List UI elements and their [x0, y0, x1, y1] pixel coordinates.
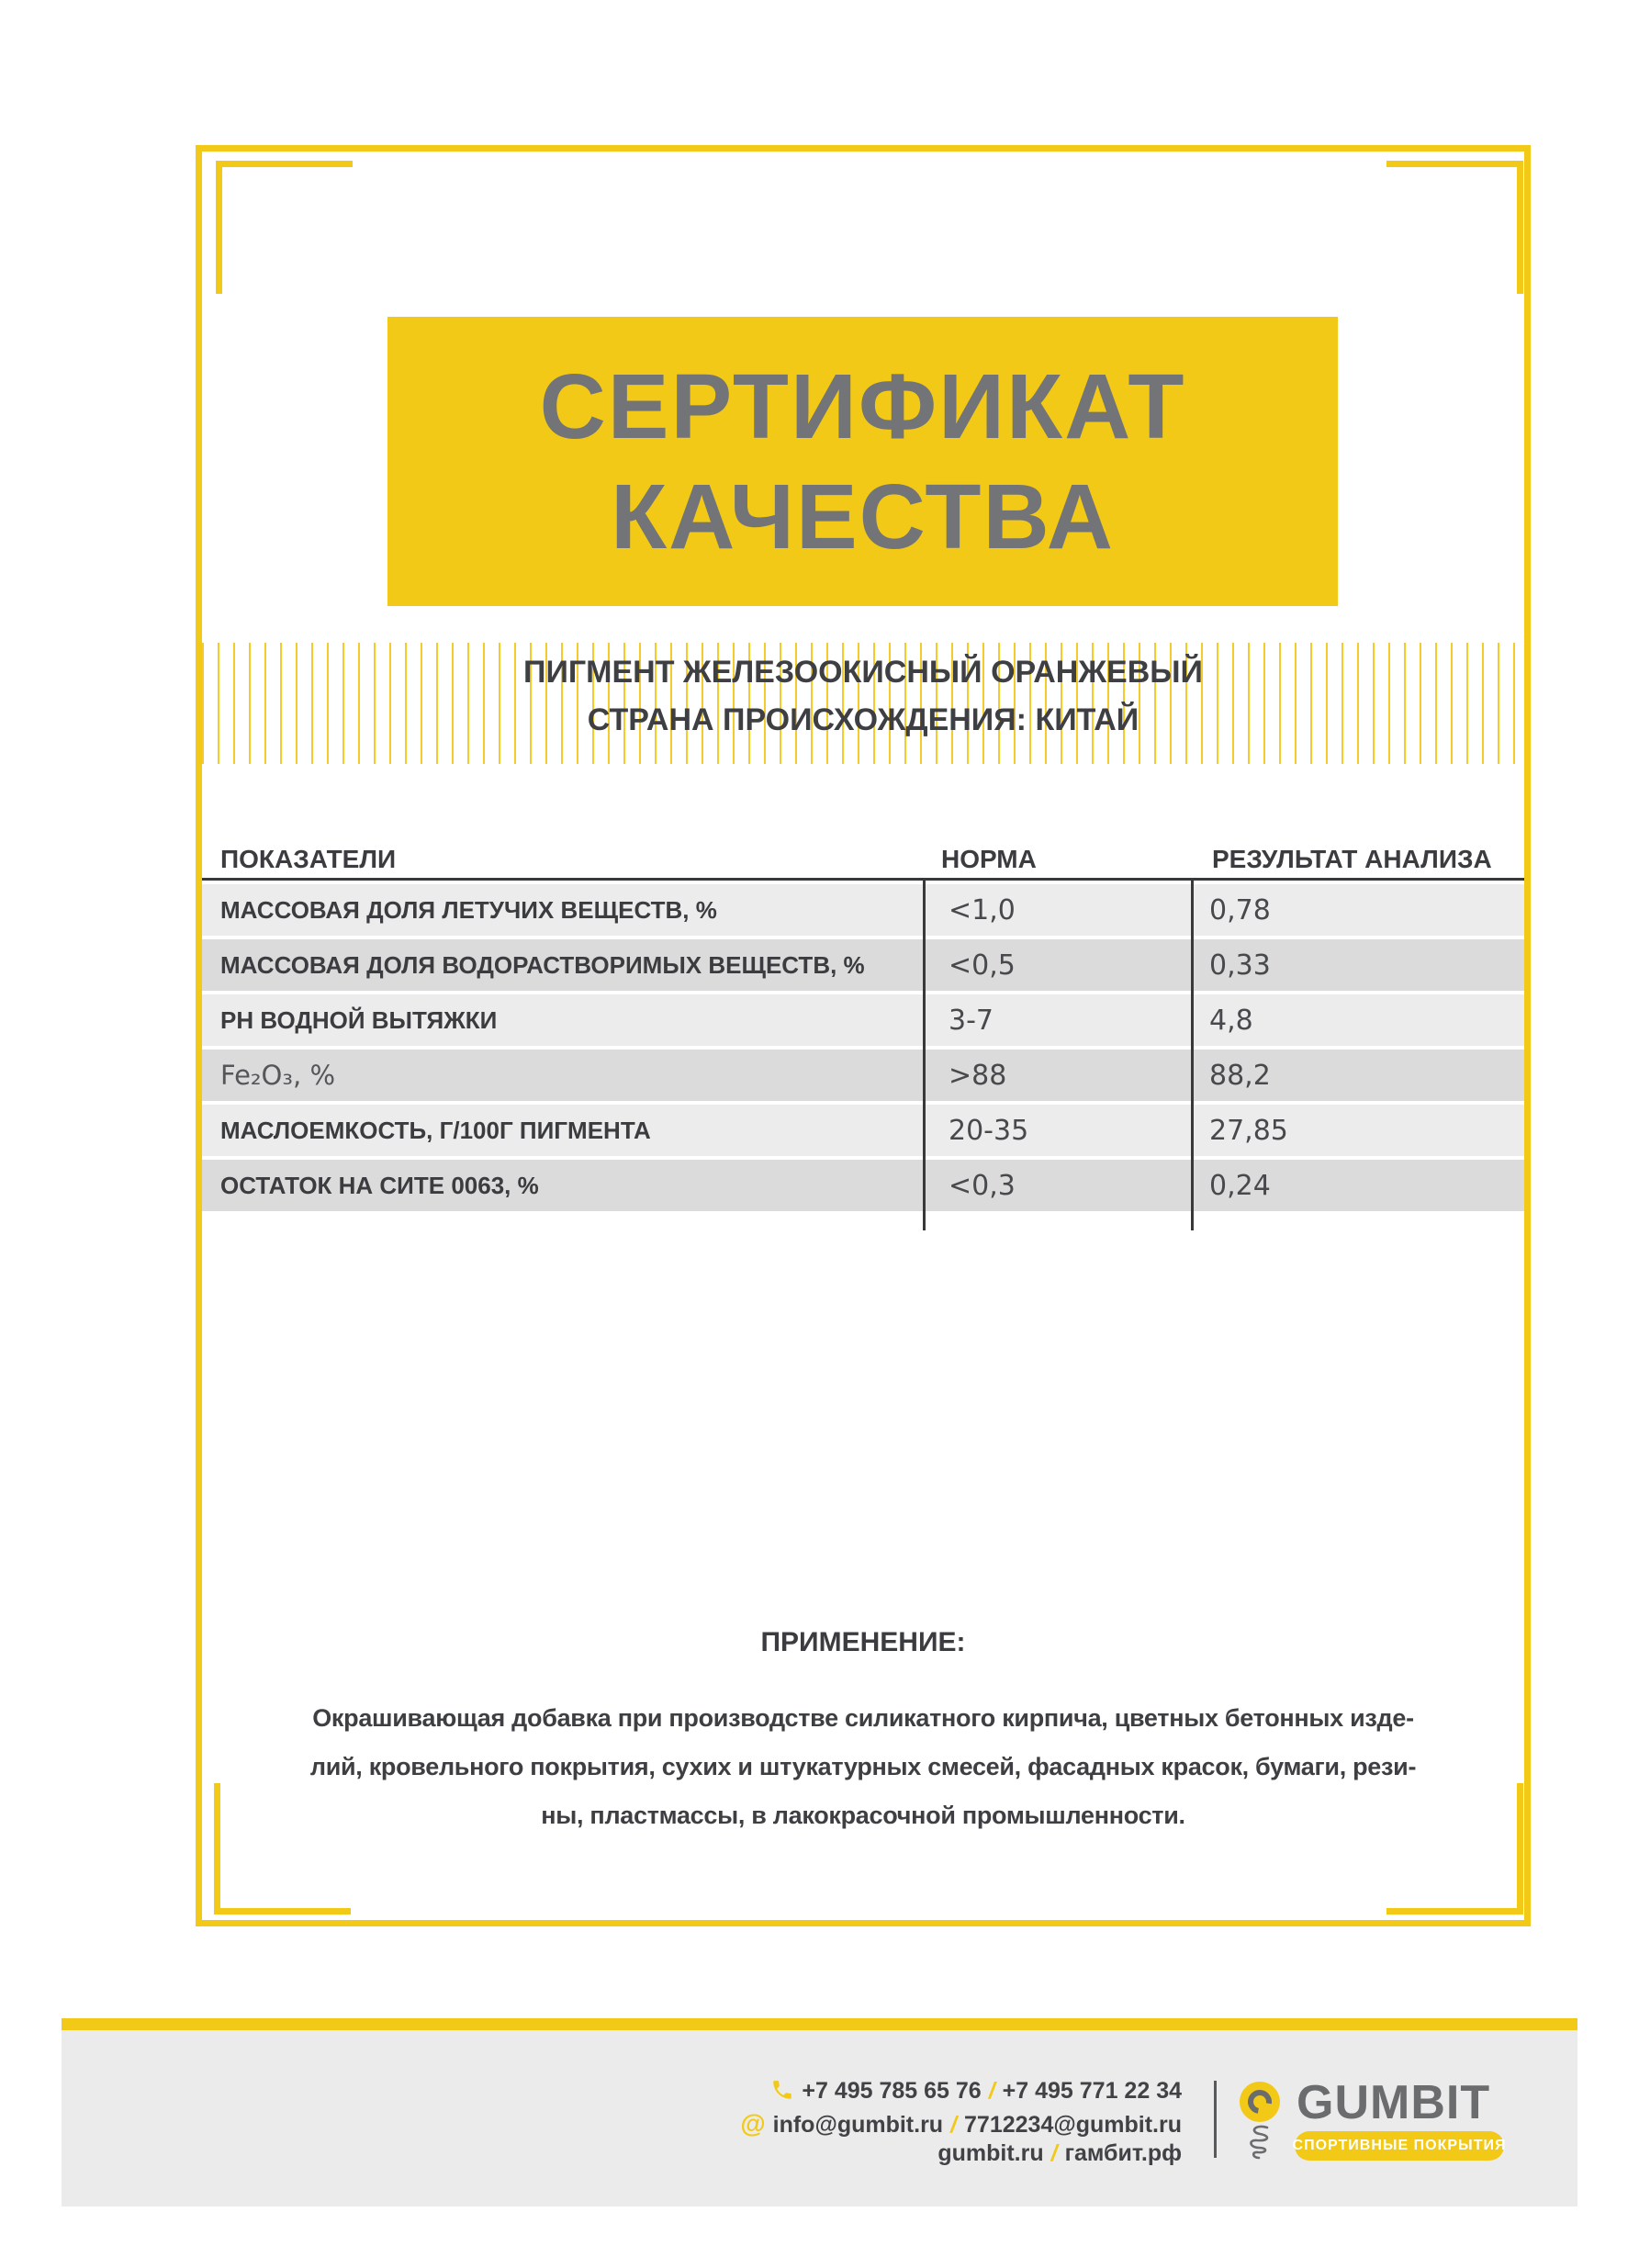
- product-subtitle-band: [202, 643, 1524, 764]
- corner-bracket-top-right: [1386, 161, 1523, 294]
- spring-coil-icon: [1245, 2123, 1274, 2166]
- email-line: [740, 2109, 1182, 2139]
- phone-line: [740, 2077, 1182, 2109]
- brand-tagline-badge: СПОРТИВНЫЕ ПОКРЫТИЯ: [1295, 2131, 1504, 2161]
- corner-bracket-top-left: [216, 161, 353, 294]
- phone-number-1: +7 495 785 65 76: [802, 2078, 982, 2104]
- row-result: 0,78: [1209, 893, 1271, 926]
- row-result: 4,8: [1209, 1004, 1253, 1037]
- application-line: ны, пластмассы, в лакокрасочной промышленности.: [541, 1802, 1185, 1829]
- row-label: МАССОВАЯ ДОЛЯ ВОДОРАСТВОРИМЫХ ВЕЩЕСТВ, %: [220, 950, 865, 979]
- column-separator-result: [1191, 878, 1194, 1230]
- certificate-title-line1: СЕРТИФИКАТ: [539, 354, 1186, 458]
- certificate-title-line2: КАЧЕСТВА: [611, 465, 1115, 568]
- table-row: [202, 884, 1524, 936]
- slash-separator: /: [1050, 2140, 1058, 2166]
- footer-accent-bar: [62, 2018, 1577, 2030]
- phone-icon: [770, 2078, 794, 2109]
- row-label: Fe₂O₃, %: [220, 1060, 336, 1091]
- email-1: info@gumbit.ru: [772, 2112, 944, 2138]
- brand-name: GUMBIT: [1297, 2076, 1491, 2129]
- slash-separator: /: [988, 2078, 995, 2104]
- application-line: лий, кровельного покрытия, сухих и штукатурных смесей, фасадных красок, бумаги, рези-: [309, 1753, 1417, 1780]
- header-indicators: ПОКАЗАТЕЛИ: [220, 845, 397, 873]
- row-label: МАССОВАЯ ДОЛЯ ЛЕТУЧИХ ВЕЩЕСТВ, %: [220, 895, 717, 924]
- header-norm: НОРМА: [941, 845, 1037, 873]
- column-separator-norm: [923, 878, 926, 1230]
- table-row: [202, 1105, 1524, 1156]
- contact-block: [740, 2077, 1182, 2168]
- logo-swirl: [1243, 2085, 1276, 2118]
- application-paragraph: [202, 1694, 1524, 1840]
- slash-separator: /: [950, 2112, 958, 2138]
- row-result: 0,24: [1209, 1169, 1271, 1202]
- row-norm: 20-35: [949, 1114, 1029, 1147]
- table-header-rule: [202, 878, 1524, 881]
- table-row: [202, 994, 1524, 1046]
- email-2: 7712234@gumbit.ru: [964, 2112, 1182, 2138]
- country-of-origin: СТРАНА ПРОИСХОЖДЕНИЯ: КИТАЙ: [587, 702, 1139, 737]
- row-norm: >88: [949, 1059, 1007, 1092]
- row-result: 88,2: [1209, 1059, 1271, 1092]
- row-label: ОСТАТОК НА СИТЕ 0063, %: [220, 1171, 539, 1199]
- footer-divider: [1214, 2081, 1217, 2158]
- website-line: [740, 2139, 1182, 2168]
- row-result: 0,33: [1209, 949, 1271, 982]
- website-1: gumbit.ru: [937, 2140, 1044, 2166]
- table-row: [202, 939, 1524, 991]
- title-banner: [387, 317, 1338, 606]
- table-row: [202, 1050, 1524, 1101]
- phone-number-2: +7 495 771 22 34: [1002, 2078, 1182, 2104]
- website-2: гамбит.рф: [1064, 2140, 1182, 2166]
- row-result: 27,85: [1209, 1114, 1288, 1147]
- gumbit-logo-icon: [1240, 2082, 1280, 2122]
- row-label: МАСЛОЕМКОСТЬ, Г/100Г ПИГМЕНТА: [220, 1116, 651, 1144]
- row-norm: <1,0: [949, 893, 1016, 926]
- analysis-table: [202, 837, 1524, 1211]
- at-icon: @: [740, 2109, 766, 2138]
- row-norm: <0,3: [949, 1169, 1016, 1202]
- application-heading: ПРИМЕНЕНИЕ:: [760, 1627, 966, 1657]
- row-norm: 3-7: [949, 1004, 994, 1037]
- row-norm: <0,5: [949, 949, 1016, 982]
- row-label: PH ВОДНОЙ ВЫТЯЖКИ: [220, 1005, 498, 1034]
- product-name: ПИГМЕНТ ЖЕЛЕЗООКИСНЫЙ ОРАНЖЕВЫЙ: [523, 655, 1203, 690]
- application-line: Окрашивающая добавка при производстве силикатного кирпича, цветных бетонных изде-: [312, 1704, 1414, 1732]
- table-header-row: [202, 837, 1524, 878]
- table-row: [202, 1160, 1524, 1211]
- header-analysis-result: РЕЗУЛЬТАТ АНАЛИЗА: [1212, 845, 1492, 873]
